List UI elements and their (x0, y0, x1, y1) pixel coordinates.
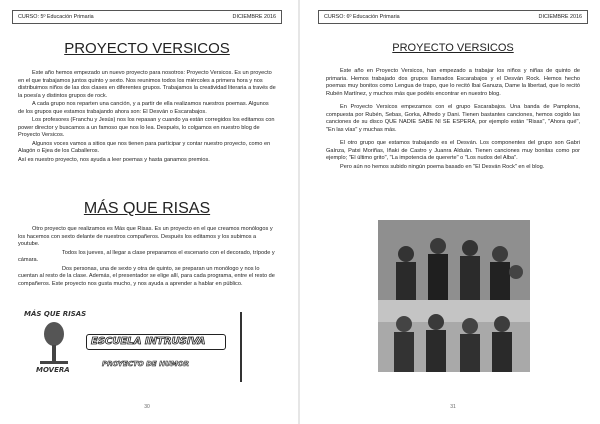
left2-paragraph-1: Otro proyecto que realizamos es Más que Risas. Es un proyecto en el que creamos monólogos y los hacemos con sexto delante de nuestros compañeros. Después los editamos y los subimos a youtube. (18, 226, 273, 247)
left-title: PROYECTO VERSICOS (64, 40, 230, 57)
logo-top-text: MÁS QUE RISAS (24, 310, 87, 318)
proyecto-banner-text: PROYECTO DE HUMOR (102, 360, 189, 368)
book-spine (298, 0, 300, 424)
left-paragraph-5: Así es nuestro proyecto, nos ayuda a leer poemas y hasta ganamos premios. (18, 156, 210, 163)
right-page-number: 31 (450, 404, 456, 410)
left-paragraph-3: Los profesores (Franchu y Jesús) nos los repasan y cuando ya están corregidos los editamos con power director y buscamos a un famoso que nos lo lea. Después, lo colgamos en nuestro blog de Proyecto Versicos. (18, 117, 275, 138)
left-body (18, 70, 276, 170)
left-paragraph-4: Algunos voces vamos a sitios que nos tienen para participar y contar nuestro proyecto, como en Alagón o Ejea de los Caballeros. (18, 140, 271, 154)
right-course-label: CURSO: 6º Educación Primaria (324, 14, 400, 20)
band-photo-2 (378, 300, 530, 372)
right-title: PROYECTO VERSICOS (392, 42, 514, 54)
right-paragraph-3: El otro grupo que estamos trabajando es el Desván. Los componentes del grupo son Gabri Gaínza, Patxi Moriñas, Iñaki de Castro y Juanra Alduán. Tienen canciones muy bonitas como por ejemplo; "El último grito", "La impotencia de quererte" o "Los nudos del Alba". (326, 140, 580, 161)
escuela-banner-text: ESCUELA INTRUSIVA (91, 336, 206, 347)
right-page (310, 4, 596, 418)
right-page-header (318, 10, 588, 24)
right-paragraph-1: Este año en Proyecto Versicos, han empezado a trabajar los niños y niñas de quinto de primaria. Hemos trabajado dos grupos llamados Escarabajos y el Desván Rock. Hemos hecho poemas muy bonitos como Lengua de trapo, que lo recitó Ibai Ganuza, Dame la libertad, que lo recitó Rubén Martínez, y muchos más que podéis encontrar en nuestro blog. (326, 68, 580, 97)
left-body-2 (18, 226, 276, 294)
left-page-header (12, 10, 282, 24)
left-course-label: CURSO: 5º Educación Primaria (18, 14, 94, 20)
right-paragraph-4: Pero aún no hemos subido ningún poema basado en "El Desván Rock" en el blog. (340, 163, 545, 170)
right-body (326, 68, 580, 177)
left-paragraph-1: Este año hemos empezado un nuevo proyecto para nosotros: Proyecto Versicos. Es un proyecto en el que trabajamos juntos quinto y sexto. Nos reunimos todos los miércoles a primera hora y nos distribuimos niños de las dos clases en diferentes grupos. Trabajamos la creatividad literaria a través de la poesía y distintos grupos de rock. (18, 70, 276, 99)
right-date-label: DICIEMBRE 2016 (538, 14, 582, 20)
left2-paragraph-2: Todos los jueves, al llegar a clase preparamos el escenario con el decorado, trípode y cámara. (18, 249, 275, 263)
band-photo-1-figures (378, 220, 530, 300)
proyecto-banner (102, 360, 212, 371)
left-title-2: MÁS QUE RISAS (83, 200, 211, 217)
left2-paragraph-3: Dos personas, una de sexto y otra de quinto, se preparan un monólogo y nos lo cuentan al resto de la clase. Además, el presentador se elige allí, para cada programa, entre el resto de compañeros. Este proyecto nos gusta mucho, y nos ayuda a aprender a hablar en público. (18, 265, 275, 287)
left-page-number: 30 (144, 404, 150, 410)
logo-bottom-text: MOVERA (36, 366, 70, 374)
left-paragraph-2: A cada grupo nos reparten una canción, y a partir de ella realizamos nuestros poemas. Algunos de los grupos que estamos trabajando ahora son: El Desván o Escarabajos. (18, 101, 269, 115)
right-paragraph-2: En Proyecto Versicos empezamos con el grupo Escarabajos. Una banda de Pamplona, compuesta por Rubén, Sebas, Gorka, Alfredo y Dani. Tienen bastantes canciones, hemos cogido las canciones de su disco QUE NADIE SABE NI SE ESPERA, por ejemplo están "Risas", "Ahora qué", "En las vías" y muchas más. (326, 104, 580, 133)
left-page (4, 4, 290, 418)
mas-que-risas-logo (24, 310, 87, 376)
left-date-label: DICIEMBRE 2016 (232, 14, 276, 20)
band-photo-1 (378, 220, 530, 300)
band-photo-2-figures (378, 300, 530, 372)
escuela-banner (86, 334, 226, 350)
logo-divider (240, 312, 242, 382)
